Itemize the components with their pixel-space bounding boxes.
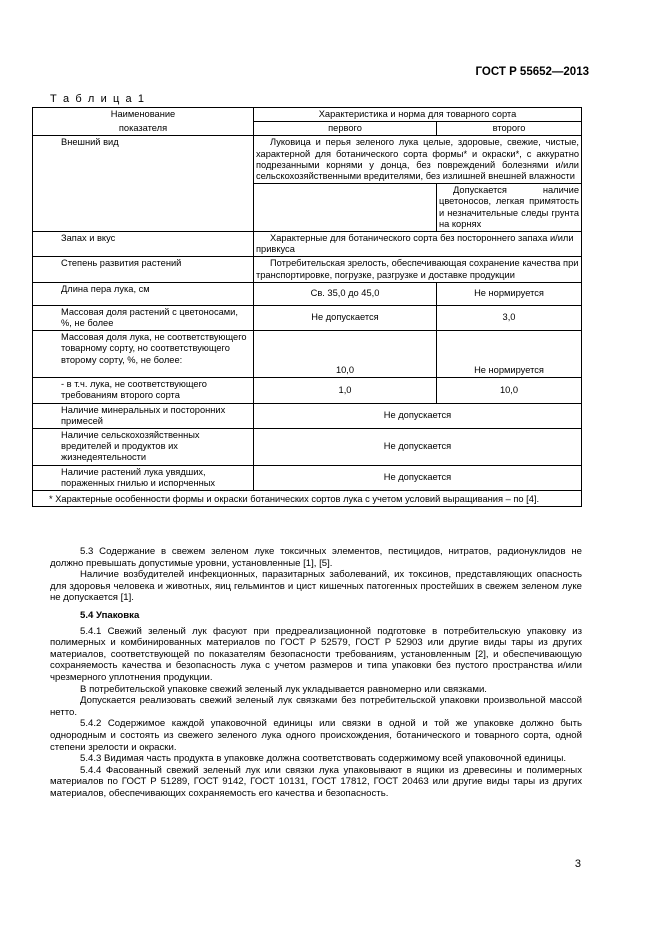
- table-row: [33, 378, 582, 403]
- paragraph: 5.4.3 Видимая часть продукта в упаковке должна соответствовать содержимому всей упаковочной единицы.: [80, 753, 567, 765]
- paragraph: В потребительской упаковке свежий зеленый лук укладывается равномерно или связками.: [80, 683, 487, 695]
- row-value: Св. 35,0 до 45,0: [254, 282, 437, 305]
- row-name: Массовая доля растений с цветоносами, %, не более: [33, 305, 254, 330]
- row-value: 1,0: [254, 378, 437, 403]
- row-name-empty: [33, 184, 254, 232]
- row-name: Длина пера лука, см: [33, 282, 254, 305]
- paragraph: 5.3 Содержание в свежем зеленом луке токсичных элементов, пестицидов, нитратов, радионуклидов не должно превышать допустимые уровни, установленные [1], [5].: [50, 546, 582, 569]
- table-footnote: * Характерные особенности формы и окраски ботанических сортов лука с учетом условий выращивания – по [4].: [33, 491, 582, 507]
- row-name: - в т.ч. лука, не соответствующего требованиям второго сорта: [33, 378, 254, 403]
- header-characteristic: Характеристика и норма для товарного сорта: [254, 108, 582, 122]
- row-value: Луковица и перья зеленого лука целые, здоровые, свежие, чистые, характерной для ботанического сорта формы* и окраски*, с аккуратно подрезанными корнями у донца, без повреждений болезнями и/или сельскохозяйственными вредителями, без излишней внешней влажности: [254, 136, 582, 184]
- row-value: Характерные для ботанического сорта без постороннего запаха и/или привкуса: [254, 232, 582, 257]
- table-row: [33, 282, 582, 305]
- header-name-bottom: показателя: [33, 122, 254, 136]
- paragraph: 5.4.2 Содержимое каждой упаковочной единицы или связки в одной и той же упаковке должно быть однородным и состоять из свежего зеленого лука одного происхождения, ботанического и товарного сорта, одной степени зрелости и окраски.: [50, 718, 582, 753]
- header-grade1: первого: [254, 122, 437, 136]
- row-value: Не нормируется: [437, 331, 582, 378]
- table-row: [33, 465, 582, 490]
- page-number: 3: [574, 858, 581, 870]
- row-value: 10,0: [254, 331, 437, 378]
- row-name: Наличие сельскохозяйственных вредителей и продуктов их жизнедеятельности: [33, 429, 254, 466]
- row-value: Потребительская зрелость, обеспечивающая сохранение качества при транспортировке, погрузке, разгрузке и доставке продукции: [254, 257, 582, 282]
- quality-table: [32, 107, 582, 507]
- header-name-top: Наименование: [33, 108, 254, 122]
- table-row: [33, 429, 582, 466]
- paragraph: Допускается реализовать свежий зеленый лук связками без потребительской упаковки произвольной массой нетто.: [50, 695, 582, 718]
- table-header-row: [33, 122, 582, 136]
- table-footnote-row: [33, 491, 582, 507]
- table-row: [33, 257, 582, 282]
- row-value: Не допускается: [254, 305, 437, 330]
- paragraph: Наличие возбудителей инфекционных, паразитарных заболеваний, их токсинов, представляющих опасность для здоровья человека и животных, яиц гельминтов и цист кишечных патогенных простейших в свежем зеленом луке не допускается [1].: [50, 569, 582, 604]
- paragraph: 5.4.4 Фасованный свежий зеленый лук или связки лука упаковывают в ящики из древесины и полимерных материалов по ГОСТ Р 51289, ГОСТ 9142, ГОСТ 10131, ГОСТ 17812, ГОСТ 20463 или другие виды тары из других материалов, обеспечивающих сохраняемость его качества и безопасность.: [50, 764, 582, 799]
- row-name: Массовая доля лука, не соответствующего товарному сорту, но соответствующего второму сорту, %, не более:: [33, 331, 254, 378]
- paragraph: 5.4.1 Свежий зеленый лук фасуют при предреализационной подготовке в потребительскую упаковку из полимерных и комбинированных материалов по ГОСТ Р 52579, ГОСТ Р 52903 или другие виды тары из других материалов, соответствующей по показателям безопасности требованиям, установленным [2], и обеспечивающую сохраняемость качества и безопасность лука с учетом размеров и типа упаковки без пустого пространства и/или чрезмерного уплотнения продукции.: [50, 625, 582, 683]
- header-grade2: второго: [437, 122, 582, 136]
- table-row: [33, 331, 582, 378]
- table-row: [33, 305, 582, 330]
- table-header-row: [33, 108, 582, 122]
- row-value: 3,0: [437, 305, 582, 330]
- row-value: Не нормируется: [437, 282, 582, 305]
- row-name: Степень развития растений: [33, 257, 254, 282]
- row-name: Наличие растений лука увядших, пораженных гнилью и испорченных: [33, 465, 254, 490]
- table-caption: Т а б л и ц а 1: [50, 93, 146, 105]
- table-row: [33, 232, 582, 257]
- row-empty-cell: [254, 184, 437, 232]
- row-value: Не допускается: [254, 403, 582, 428]
- row-name: Наличие минеральных и посторонних примесей: [33, 403, 254, 428]
- body-text: [50, 546, 582, 799]
- row-value: Не допускается: [254, 465, 582, 490]
- table-row: [33, 136, 582, 184]
- row-name: Внешний вид: [33, 136, 254, 184]
- row-value: Не допускается: [254, 429, 582, 466]
- row-value: 10,0: [437, 378, 582, 403]
- standard-number: ГОСТ Р 55652—2013: [475, 66, 589, 78]
- row-name: Запах и вкус: [33, 232, 254, 257]
- table-row: [33, 403, 582, 428]
- row-value: Допускается наличие цветоносов, легкая примятость и незначительные следы грунта на корнях: [437, 184, 582, 232]
- section-heading: 5.4 Упаковка: [80, 609, 140, 621]
- table-row: [33, 184, 582, 232]
